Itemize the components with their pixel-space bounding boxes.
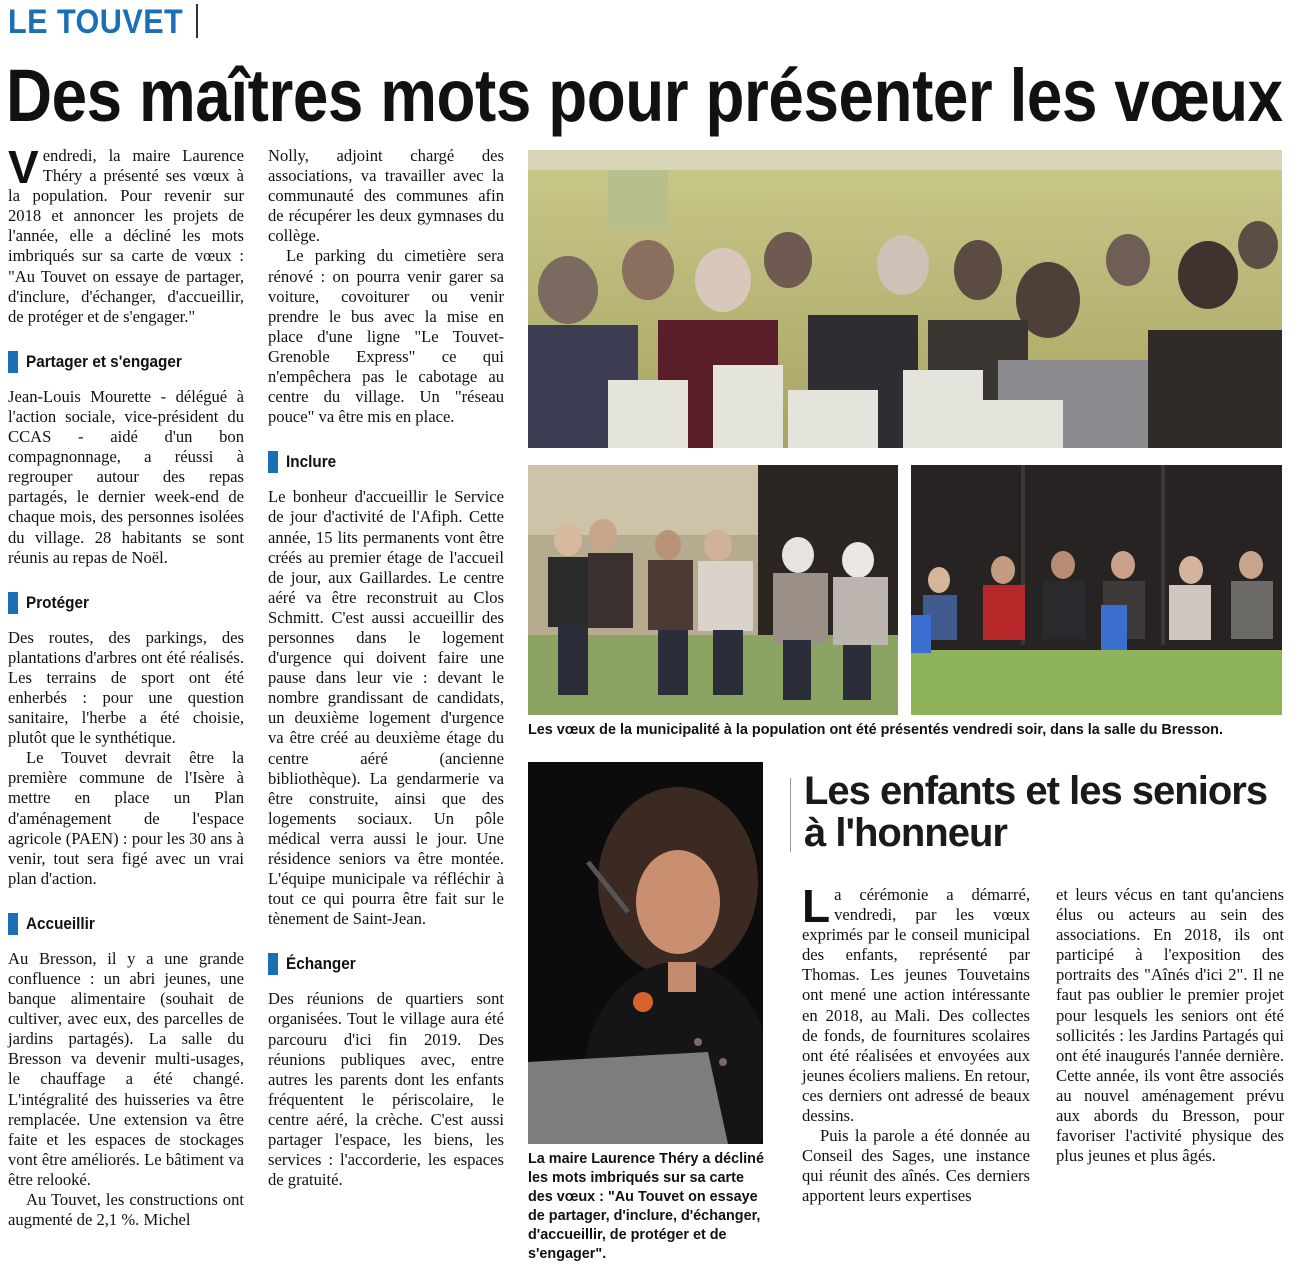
stage-guests-photo xyxy=(911,465,1282,715)
paragraph: Nolly, adjoint chargé des associations, va travailler avec la communauté des communes afin de récupérer les deux gymnases du collège. xyxy=(268,146,504,246)
subhead-marker-icon xyxy=(268,953,278,975)
subhead-marker-icon xyxy=(8,913,18,935)
portrait-caption: La maire Laurence Théry a décliné les mots imbriqués sur sa carte des vœux : "Au Touvet on essaye de partager, d'inclure, d'échanger, d'accueillir, de protéger et de s'engager". xyxy=(528,1151,764,1262)
mayor-portrait-photo xyxy=(528,762,763,1144)
audience-photo xyxy=(528,150,1282,448)
paragraph: Jean-Louis Mourette - délégué à l'action sociale, vice-président du CCAS - aidé d'un bon compagnonnage, a réussi à regrouper autour des repas partagés, le dernier week-end de chaque mois, des personnes isolées du village. 28 habitants se sont réunis au repas de Noël. xyxy=(8,386,244,567)
section-kicker: LE TOUVET xyxy=(8,3,184,41)
paragraph: La cérémonie a démarré, vendredi, par les vœux exprimés par le conseil municipal des enfants, représenté par Thomas. Les jeunes Touvetains ont mené une action intéressante en 2018, au Mali. Des collectes de fonds, de fournitures scolaires ont été réalisées et envoyées aux jeunes écoliers maliens. En retour, ces derniers ont adressé de beaux dessins. xyxy=(802,880,1030,1126)
sidebar-divider xyxy=(790,778,791,852)
article-column-1 xyxy=(8,141,244,1230)
subhead-marker-icon xyxy=(8,351,18,373)
kicker-divider xyxy=(196,4,198,38)
photo-caption: Les vœux de la municipalité à la population ont été présentés vendredi soir, dans la salle du Bresson. xyxy=(528,722,1223,738)
drop-cap: L xyxy=(802,880,831,932)
paragraph: Le parking du cimetière sera rénové : on pourra venir garer sa voiture, covoiturer ou venir prendre le bus avec la mise en place d'une ligne "Le Touvet-Grenoble Express" ce qui n'empêchera pas le cabotage au centre du village. Un "réseau pouce" va être mis en place. xyxy=(268,246,504,427)
sidebar-column-2 xyxy=(1056,885,1284,1166)
drop-cap: V xyxy=(8,141,39,193)
sidebar-column-1 xyxy=(802,880,1030,1207)
article-column-2 xyxy=(268,146,504,1190)
headline: Des maîtres mots pour présenter les vœux xyxy=(6,54,1283,137)
sidebar-title: Les enfants et les seniors à l'honneur xyxy=(804,769,1268,855)
seated-guests-photo xyxy=(528,465,898,715)
paragraph: Le bonheur d'accueillir le Service de jour d'activité de l'Afiph. Cette année, 15 lits permanents vont être créés au premier étage de l'accueil de jour, aux Gaillardes. Le centre aéré va être reconstruit au Clos Schmitt. C'est aussi accueillir des personnes dans le logement d'urgence qui doivent faire une pause dans leur vie : devant le nombre grandissant de candidats, un deuxième logement d'urgence va être créé au deuxième étage du centre aéré (ancienne bibliothèque). La gendarmerie va être construite, ainsi que des logements sociaux. Un pôle médical verra aussi le jour. Une résidence seniors va être montée. L'équipe municipale va réfléchir à tout ce qui pourra être fait sur le tènement de Saint-Jean. xyxy=(268,487,504,929)
subhead-proteger: Protéger xyxy=(8,592,244,614)
paragraph: Des routes, des parkings, des plantations d'arbres ont été réalisés. Les terrains de sport ont été enherbés : pour une question sanitaire, l'herbe a été choisie, plutôt que le synthétique. xyxy=(8,627,244,748)
intro-paragraph: Vendredi, la maire Laurence Théry a présenté ses vœux à la population. Pour revenir sur 2018 et annoncer les projets de l'année, elle a décliné les mots imbriqués sur sa carte de vœux : "Au Touvet on essaye de partager, d'inclure, d'échanger, d'accueillir, de protéger et de s'engager." xyxy=(8,141,244,326)
subhead-partager: Partager et s'engager xyxy=(8,351,244,373)
paragraph: et leurs vécus en tant qu'anciens élus ou acteurs au sein des associations. En 2018, ils ont participé à l'exposition des portraits des "Aînés d'ici 2". Il ne faut pas oublier le premier projet pour lesquels les seniors ont été sollicités : les Jardins Partagés qui ont été inaugurés l'année dernière. Cette année, ils vont être associés au nouvel aménagement prévu aux abords du Bresson, pour favoriser l'activité physique des plus jeunes et plus âgés. xyxy=(1056,885,1284,1166)
subhead-accueillir: Accueillir xyxy=(8,913,244,935)
paragraph: Des réunions de quartiers sont organisées. Tout le village aura été parcouru d'ici fin 2019. Des réunions publiques avec, entre autres les parents dont les enfants fréquentent le périscolaire, le centre aéré, la crèche. C'est aussi partager l'espace, les biens, les services : l'accorderie, les espaces de gratuité. xyxy=(268,989,504,1190)
subhead-echanger: Échanger xyxy=(268,953,504,975)
paragraph: Puis la parole a été donnée au Conseil des Sages, une instance qui réunit des aînés. Ces derniers apportent leurs expertises xyxy=(802,1126,1030,1206)
subhead-inclure: Inclure xyxy=(268,451,504,473)
paragraph: Au Touvet, les constructions ont augmenté de 2,1 %. Michel xyxy=(8,1190,244,1230)
paragraph: Au Bresson, il y a une grande confluence : un abri jeunes, une banque alimentaire (souhait de cultiver, avec eux, des parcelles de jardins partagés). La salle du Bresson va devenir multi-usages, le chauffage a été changé. L'intégralité des huisseries va être remplacée. Une extension va être faite et les espaces de stockages vont être améliorés. Le bâtiment va être relooké. xyxy=(8,948,244,1189)
paragraph: Le Touvet devrait être la première commune de l'Isère à mettre en place un Plan d'aménagement de l'espace agricole (PAEN) : pour les 30 ans à venir, tout sera figé avec un vrai plan d'action. xyxy=(8,748,244,888)
subhead-marker-icon xyxy=(8,592,18,614)
subhead-marker-icon xyxy=(268,451,278,473)
